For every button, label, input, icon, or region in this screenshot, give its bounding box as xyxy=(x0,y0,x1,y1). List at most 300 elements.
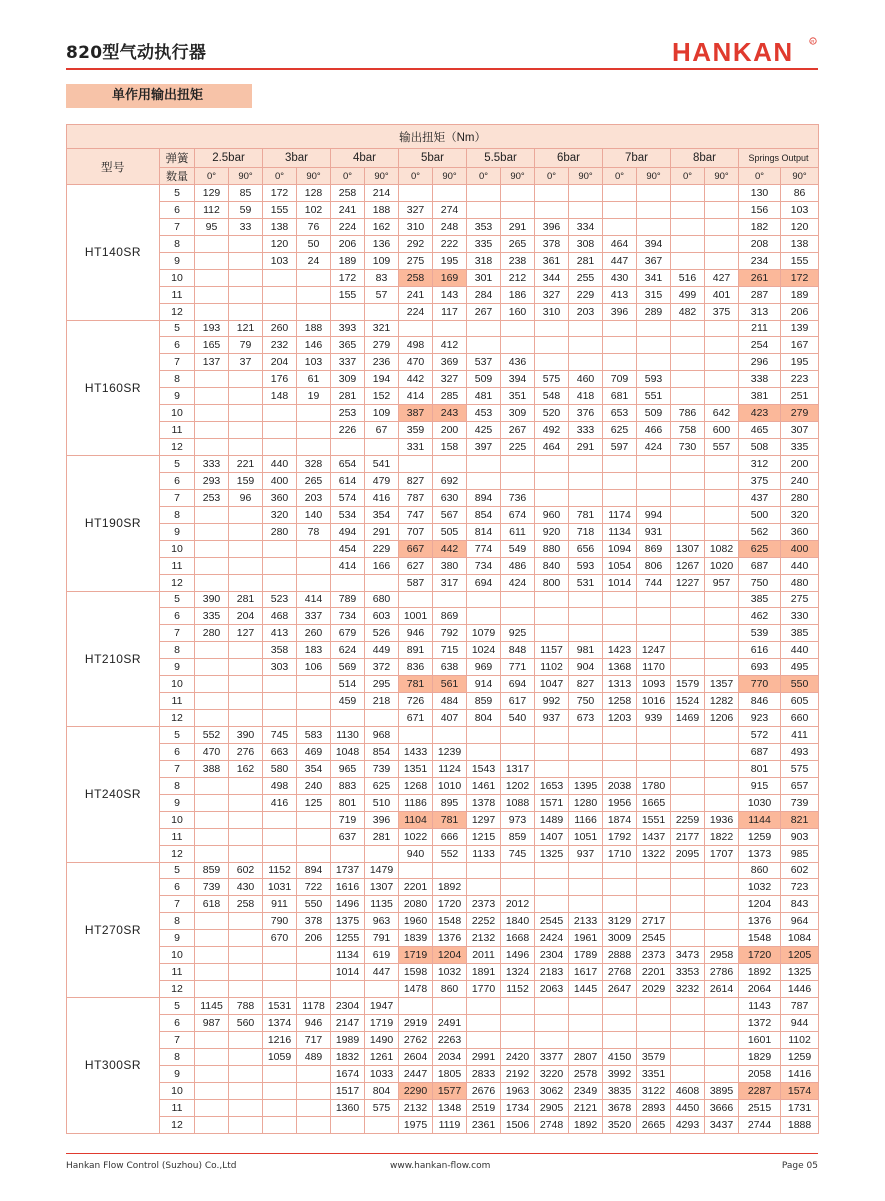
torque-cell: 341 xyxy=(637,269,671,286)
torque-cell: 335 xyxy=(467,235,501,252)
torque-cell xyxy=(569,472,603,489)
torque-cell: 4450 xyxy=(671,1099,705,1116)
torque-cell: 1325 xyxy=(535,845,569,862)
torque-cell: 481 xyxy=(467,388,501,405)
torque-cell xyxy=(535,320,569,337)
torque-cell: 1206 xyxy=(705,710,739,727)
torque-cell: 103 xyxy=(297,354,331,371)
torque-cell xyxy=(569,456,603,473)
torque-cell xyxy=(399,320,433,337)
torque-cell xyxy=(671,608,705,625)
torque-cell: 414 xyxy=(399,388,433,405)
torque-cell xyxy=(263,422,297,439)
torque-cell: 681 xyxy=(603,388,637,405)
torque-cell: 1653 xyxy=(535,777,569,794)
torque-cell: 291 xyxy=(365,523,399,540)
torque-cell: 1261 xyxy=(365,1048,399,1065)
torque-cell xyxy=(603,608,637,625)
torque-cell: 484 xyxy=(433,693,467,710)
torque-cell: 3835 xyxy=(603,1082,637,1099)
torque-cell: 3062 xyxy=(535,1082,569,1099)
torque-cell: 2647 xyxy=(603,981,637,998)
torque-cell: 137 xyxy=(195,354,229,371)
torque-cell: 1119 xyxy=(433,1116,467,1133)
torque-cell xyxy=(603,185,637,202)
torque-cell: 673 xyxy=(569,710,603,727)
torque-cell: 1372 xyxy=(739,1014,781,1031)
pressure-header: 3bar xyxy=(263,149,331,168)
torque-cell xyxy=(195,964,229,981)
torque-cell: 625 xyxy=(603,422,637,439)
model-cell: HT210SR xyxy=(67,591,160,727)
torque-cell: 112 xyxy=(195,201,229,218)
table-row xyxy=(67,608,819,625)
torque-cell xyxy=(229,1031,263,1048)
torque-cell: 1960 xyxy=(399,913,433,930)
angle-header-row xyxy=(67,168,819,185)
torque-cell: 1496 xyxy=(331,896,365,913)
torque-cell: 1737 xyxy=(331,862,365,879)
torque-cell: 1598 xyxy=(399,964,433,981)
torque-cell: 195 xyxy=(433,252,467,269)
torque-cell: 1731 xyxy=(781,1099,819,1116)
torque-cell: 358 xyxy=(263,642,297,659)
torque-cell: 1789 xyxy=(569,947,603,964)
torque-cell xyxy=(195,422,229,439)
table-row xyxy=(67,235,819,252)
spring-count-cell: 9 xyxy=(160,252,195,269)
torque-cell: 158 xyxy=(433,439,467,456)
spring-count-cell: 9 xyxy=(160,930,195,947)
table-row xyxy=(67,727,819,744)
torque-cell: 1082 xyxy=(705,540,739,557)
torque-cell: 203 xyxy=(297,489,331,506)
torque-cell xyxy=(263,1065,297,1082)
torque-cell: 156 xyxy=(739,201,781,218)
torque-cell: 2132 xyxy=(467,930,501,947)
torque-cell: 859 xyxy=(195,862,229,879)
torque-cell: 222 xyxy=(433,235,467,252)
torque-cell xyxy=(569,337,603,354)
model-cell: HT300SR xyxy=(67,998,160,1134)
torque-cell: 1030 xyxy=(739,794,781,811)
torque-cell xyxy=(535,1014,569,1031)
torque-cell: 1032 xyxy=(739,879,781,896)
table-row xyxy=(67,845,819,862)
torque-cell: 1469 xyxy=(671,710,705,727)
spring-count-cell: 8 xyxy=(160,506,195,523)
torque-cell xyxy=(535,608,569,625)
torque-cell xyxy=(671,1031,705,1048)
torque-cell: 172 xyxy=(331,269,365,286)
torque-cell: 1822 xyxy=(705,828,739,845)
torque-cell xyxy=(603,1031,637,1048)
torque-cell: 1143 xyxy=(739,998,781,1015)
torque-cell: 1001 xyxy=(399,608,433,625)
torque-cell xyxy=(229,235,263,252)
torque-cell xyxy=(229,981,263,998)
torque-cell: 854 xyxy=(365,743,399,760)
torque-cell: 787 xyxy=(781,998,819,1015)
torque-cell: 295 xyxy=(365,676,399,693)
torque-cell: 1478 xyxy=(399,981,433,998)
torque-cell: 1259 xyxy=(781,1048,819,1065)
torque-cell xyxy=(229,422,263,439)
table-row xyxy=(67,506,819,523)
torque-cell: 1376 xyxy=(433,930,467,947)
torque-cell: 3353 xyxy=(671,964,705,981)
torque-cell: 789 xyxy=(331,591,365,608)
torque-cell: 482 xyxy=(671,303,705,320)
torque-cell: 260 xyxy=(297,625,331,642)
table-row xyxy=(67,1014,819,1031)
torque-cell: 1130 xyxy=(331,727,365,744)
torque-cell: 3473 xyxy=(671,947,705,964)
torque-cell xyxy=(365,981,399,998)
spring-count-cell: 8 xyxy=(160,777,195,794)
torque-cell xyxy=(195,913,229,930)
torque-cell xyxy=(399,456,433,473)
spring-count-cell: 10 xyxy=(160,405,195,422)
spring-count-cell: 7 xyxy=(160,625,195,642)
torque-cell: 891 xyxy=(399,642,433,659)
torque-cell xyxy=(331,845,365,862)
table-row xyxy=(67,405,819,422)
torque-cell: 915 xyxy=(739,777,781,794)
torque-cell: 2424 xyxy=(535,930,569,947)
torque-cell xyxy=(603,218,637,235)
torque-cell: 1423 xyxy=(603,642,637,659)
torque-cell: 2064 xyxy=(739,981,781,998)
torque-cell: 320 xyxy=(781,506,819,523)
torque-cell xyxy=(229,540,263,557)
torque-cell xyxy=(637,354,671,371)
torque-cell: 745 xyxy=(263,727,297,744)
torque-cell: 1014 xyxy=(603,574,637,591)
angle-header: 0° xyxy=(467,168,501,185)
torque-cell xyxy=(297,1082,331,1099)
torque-cell: 500 xyxy=(739,506,781,523)
torque-cell xyxy=(705,777,739,794)
torque-cell: 616 xyxy=(739,642,781,659)
torque-cell: 169 xyxy=(433,269,467,286)
spring-count-cell: 12 xyxy=(160,845,195,862)
torque-cell xyxy=(535,862,569,879)
torque-cell xyxy=(229,710,263,727)
table-row xyxy=(67,574,819,591)
torque-cell xyxy=(229,1116,263,1133)
torque-cell: 2744 xyxy=(739,1116,781,1133)
torque-cell xyxy=(365,439,399,456)
torque-cell: 1574 xyxy=(781,1082,819,1099)
torque-cell: 260 xyxy=(263,320,297,337)
spring-count-cell: 7 xyxy=(160,218,195,235)
torque-cell: 396 xyxy=(603,303,637,320)
torque-cell xyxy=(535,472,569,489)
torque-cell xyxy=(705,642,739,659)
torque-cell: 2614 xyxy=(705,981,739,998)
torque-cell: 172 xyxy=(263,185,297,202)
torque-cell: 396 xyxy=(535,218,569,235)
torque-cell: 440 xyxy=(781,642,819,659)
torque-cell: 963 xyxy=(365,913,399,930)
torque-cell xyxy=(263,574,297,591)
torque-cell: 642 xyxy=(705,405,739,422)
spring-count-cell: 8 xyxy=(160,235,195,252)
torque-cell: 1601 xyxy=(739,1031,781,1048)
table-row xyxy=(67,1082,819,1099)
torque-cell: 1839 xyxy=(399,930,433,947)
torque-cell: 2515 xyxy=(739,1099,781,1116)
hankan-logo xyxy=(670,36,818,66)
torque-cell: 225 xyxy=(501,439,535,456)
torque-cell: 1888 xyxy=(781,1116,819,1133)
torque-cell: 204 xyxy=(229,608,263,625)
torque-cell xyxy=(331,1116,365,1133)
torque-cell xyxy=(331,710,365,727)
torque-cell: 307 xyxy=(781,422,819,439)
torque-cell xyxy=(399,185,433,202)
torque-cell: 1247 xyxy=(637,642,671,659)
torque-cell: 806 xyxy=(637,557,671,574)
torque-cell: 1258 xyxy=(603,693,637,710)
torque-cell xyxy=(671,489,705,506)
torque-cell: 218 xyxy=(365,693,399,710)
torque-cell: 3895 xyxy=(705,1082,739,1099)
torque-cell: 1734 xyxy=(501,1099,535,1116)
torque-cell xyxy=(569,760,603,777)
torque-cell: 638 xyxy=(433,659,467,676)
torque-cell: 495 xyxy=(781,659,819,676)
torque-cell xyxy=(603,201,637,218)
torque-cell: 2519 xyxy=(467,1099,501,1116)
torque-cell: 499 xyxy=(671,286,705,303)
table-row xyxy=(67,760,819,777)
torque-cell xyxy=(229,845,263,862)
table-row xyxy=(67,998,819,1015)
torque-cell xyxy=(705,625,739,642)
torque-cell: 1416 xyxy=(781,1065,819,1082)
torque-cell xyxy=(569,743,603,760)
torque-cell: 637 xyxy=(331,828,365,845)
table-row xyxy=(67,964,819,981)
pressure-header: 7bar xyxy=(603,149,671,168)
angle-header: 90° xyxy=(569,168,603,185)
torque-cell: 539 xyxy=(739,625,781,642)
torque-cell: 280 xyxy=(195,625,229,642)
torque-cell: 551 xyxy=(637,388,671,405)
torque-cell xyxy=(637,998,671,1015)
spring-count-cell: 8 xyxy=(160,1048,195,1065)
torque-cell xyxy=(501,608,535,625)
torque-cell xyxy=(569,320,603,337)
torque-cell: 770 xyxy=(739,676,781,693)
footer-page-number: Page 05 xyxy=(781,1161,818,1171)
torque-cell xyxy=(195,405,229,422)
torque-cell: 258 xyxy=(399,269,433,286)
torque-cell: 261 xyxy=(739,269,781,286)
torque-cell: 508 xyxy=(739,439,781,456)
torque-cell: 2665 xyxy=(637,1116,671,1133)
angle-header: 90° xyxy=(637,168,671,185)
torque-cell: 254 xyxy=(739,337,781,354)
torque-cell: 1571 xyxy=(535,794,569,811)
torque-cell: 509 xyxy=(467,371,501,388)
torque-cell: 562 xyxy=(739,523,781,540)
spring-count-cell: 6 xyxy=(160,879,195,896)
torque-cell: 854 xyxy=(467,506,501,523)
torque-cell: 567 xyxy=(433,506,467,523)
torque-cell: 1956 xyxy=(603,794,637,811)
torque-cell xyxy=(705,591,739,608)
spring-count-cell: 10 xyxy=(160,269,195,286)
torque-cell: 241 xyxy=(399,286,433,303)
torque-cell: 203 xyxy=(569,303,603,320)
torque-cell xyxy=(535,998,569,1015)
torque-cell: 214 xyxy=(365,185,399,202)
torque-cell xyxy=(229,506,263,523)
table-row xyxy=(67,1048,819,1065)
table-row xyxy=(67,252,819,269)
spring-count-cell: 6 xyxy=(160,1014,195,1031)
torque-cell: 781 xyxy=(569,506,603,523)
model-header: 型号 xyxy=(67,149,160,185)
torque-cell: 946 xyxy=(297,1014,331,1031)
torque-cell xyxy=(501,472,535,489)
torque-cell: 1577 xyxy=(433,1082,467,1099)
torque-cell: 505 xyxy=(433,523,467,540)
torque-cell: 2888 xyxy=(603,947,637,964)
torque-cell xyxy=(229,828,263,845)
torque-cell xyxy=(297,286,331,303)
table-row xyxy=(67,320,819,337)
table-row xyxy=(67,439,819,456)
torque-cell: 774 xyxy=(467,540,501,557)
torque-cell: 291 xyxy=(501,218,535,235)
table-row xyxy=(67,693,819,710)
torque-cell xyxy=(671,235,705,252)
torque-cell xyxy=(705,913,739,930)
torque-cell: 657 xyxy=(781,777,819,794)
torque-cell xyxy=(229,523,263,540)
table-row xyxy=(67,557,819,574)
spring-count-cell: 9 xyxy=(160,523,195,540)
torque-cell: 1975 xyxy=(399,1116,433,1133)
torque-cell xyxy=(535,354,569,371)
torque-cell: 440 xyxy=(263,456,297,473)
torque-cell: 238 xyxy=(501,252,535,269)
torque-cell xyxy=(603,1014,637,1031)
torque-cell: 411 xyxy=(781,727,819,744)
torque-cell: 1205 xyxy=(781,947,819,964)
torque-cell xyxy=(263,405,297,422)
torque-cell: 224 xyxy=(399,303,433,320)
torque-cell: 416 xyxy=(263,794,297,811)
torque-cell: 427 xyxy=(705,269,739,286)
torque-cell: 1840 xyxy=(501,913,535,930)
torque-cell: 3992 xyxy=(603,1065,637,1082)
torque-cell: 454 xyxy=(331,540,365,557)
torque-cell: 1490 xyxy=(365,1031,399,1048)
torque-cell: 335 xyxy=(195,608,229,625)
torque-cell: 1313 xyxy=(603,676,637,693)
torque-cell: 267 xyxy=(501,422,535,439)
torque-cell: 486 xyxy=(501,557,535,574)
torque-cell xyxy=(467,456,501,473)
torque-cell: 57 xyxy=(365,286,399,303)
torque-cell: 338 xyxy=(739,371,781,388)
table-row xyxy=(67,218,819,235)
torque-cell: 937 xyxy=(535,710,569,727)
torque-cell: 423 xyxy=(739,405,781,422)
torque-cell: 1378 xyxy=(467,794,501,811)
torque-cell: 2373 xyxy=(467,896,501,913)
spring-count-cell: 12 xyxy=(160,303,195,320)
torque-cell: 489 xyxy=(297,1048,331,1065)
torque-cell: 293 xyxy=(195,472,229,489)
torque-cell: 309 xyxy=(331,371,365,388)
torque-cell xyxy=(297,1116,331,1133)
torque-cell: 172 xyxy=(781,269,819,286)
torque-cell xyxy=(297,303,331,320)
torque-cell: 1317 xyxy=(501,760,535,777)
spring-count-cell: 5 xyxy=(160,727,195,744)
torque-cell: 375 xyxy=(739,472,781,489)
torque-cell xyxy=(229,1048,263,1065)
pressure-header: 5.5bar xyxy=(467,149,535,168)
table-row xyxy=(67,710,819,727)
torque-cell xyxy=(467,472,501,489)
footer-website[interactable]: www.hankan-flow.com xyxy=(390,1161,491,1171)
torque-cell: 301 xyxy=(467,269,501,286)
torque-cell: 223 xyxy=(781,371,819,388)
torque-cell: 516 xyxy=(671,269,705,286)
torque-cell xyxy=(501,1014,535,1031)
torque-cell: 86 xyxy=(781,185,819,202)
torque-cell xyxy=(433,320,467,337)
torque-cell: 580 xyxy=(263,760,297,777)
torque-cell xyxy=(637,760,671,777)
torque-cell xyxy=(705,930,739,947)
torque-cell: 1805 xyxy=(433,1065,467,1082)
torque-cell: 894 xyxy=(467,489,501,506)
torque-cell: 280 xyxy=(263,523,297,540)
torque-cell: 1368 xyxy=(603,659,637,676)
torque-cell xyxy=(229,676,263,693)
torque-cell: 605 xyxy=(781,693,819,710)
torque-cell: 1134 xyxy=(603,523,637,540)
torque-cell: 281 xyxy=(331,388,365,405)
torque-cell xyxy=(705,235,739,252)
torque-cell: 1186 xyxy=(399,794,433,811)
torque-cell: 1170 xyxy=(637,659,671,676)
torque-cell xyxy=(263,710,297,727)
torque-cell: 597 xyxy=(603,439,637,456)
torque-cell: 2786 xyxy=(705,964,739,981)
torque-cell: 1433 xyxy=(399,743,433,760)
torque-cell: 1239 xyxy=(433,743,467,760)
torque-cell: 253 xyxy=(195,489,229,506)
torque-cell: 120 xyxy=(263,235,297,252)
torque-cell xyxy=(671,913,705,930)
torque-cell xyxy=(705,523,739,540)
spring-count-cell: 12 xyxy=(160,439,195,456)
torque-cell: 375 xyxy=(705,303,739,320)
torque-cell: 321 xyxy=(365,320,399,337)
torque-cell xyxy=(263,540,297,557)
torque-cell xyxy=(705,388,739,405)
model-cell: HT270SR xyxy=(67,862,160,998)
